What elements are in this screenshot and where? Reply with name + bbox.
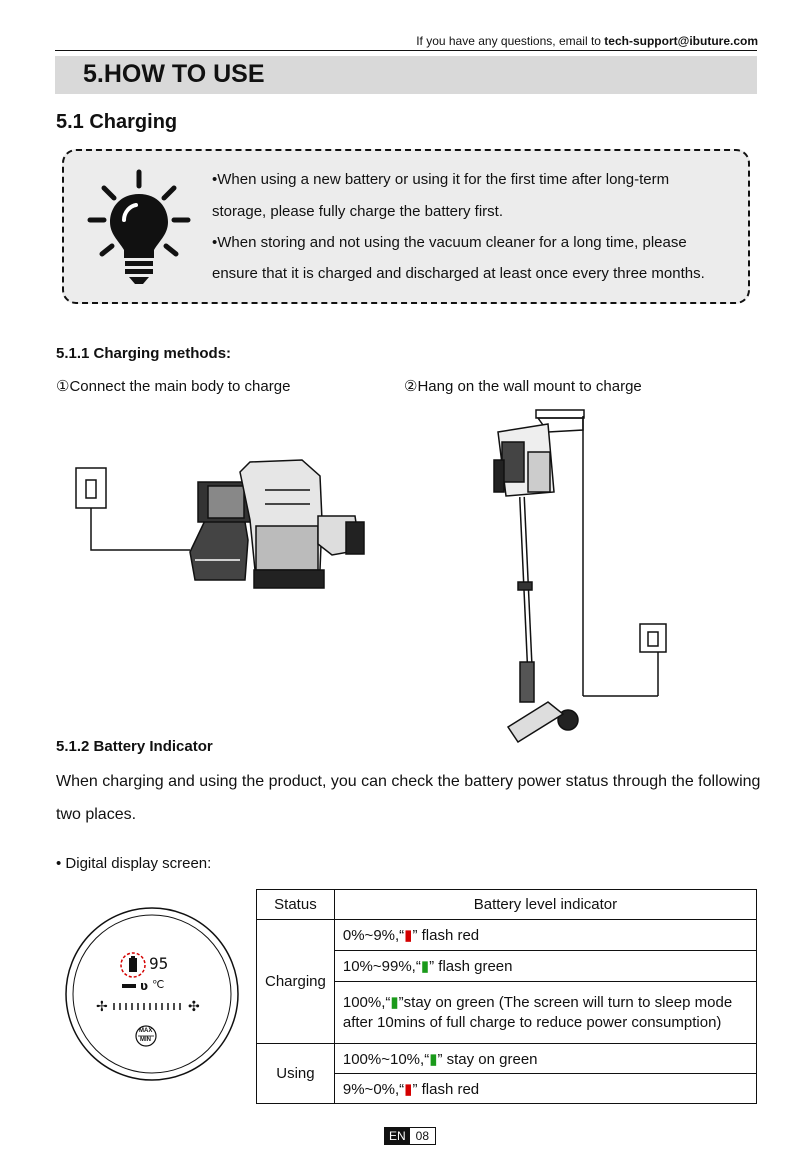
vacuum-body-illustration [70, 440, 380, 600]
subsection-title: 5.1 Charging [56, 111, 178, 133]
display-max-label: MAX [139, 1028, 153, 1034]
svg-text:✢: ✢ [96, 999, 108, 1015]
digital-display [64, 906, 240, 1082]
indicator-cell: 10%~99%,“▮” flash green [334, 951, 756, 982]
svg-text:✣: ✣ [188, 999, 200, 1015]
page-number: 08 [415, 1129, 430, 1143]
table-row [257, 1044, 757, 1074]
vacuum-wall-mount-illustration [488, 402, 678, 747]
charging-methods-title: 5.1.1 Charging methods: [56, 345, 232, 362]
contact-line [416, 34, 758, 48]
indicator-cell: 100%~10%,“▮” stay on green [334, 1044, 756, 1074]
footer-language: EN [385, 1128, 410, 1144]
battery-indicator-title: 5.1.2 Battery Indicator [56, 738, 213, 755]
lightbulb-icon [84, 168, 194, 288]
indicator-cell: 9%~0%,“▮” flash red [334, 1074, 756, 1104]
table-header-row [257, 890, 757, 920]
section-banner [55, 56, 757, 94]
battery-red-flash-icon: ▮ [404, 927, 413, 944]
battery-intro-line-1: When charging and using the product, you can check the battery power status through the following [56, 773, 761, 790]
tip-line-4: ensure that it is charged and discharged at least once every three months. [212, 265, 705, 282]
header-divider [55, 50, 757, 51]
using-status-cell: Using [257, 1044, 335, 1104]
battery-green-flash-icon: ▮ [420, 958, 430, 975]
display-bullet: • Digital display screen: [56, 855, 212, 872]
battery-indicator-table [256, 889, 757, 1104]
battery-intro-line-2: two places. [56, 806, 137, 823]
tip-line-1: •When using a new battery or using it for the first time after long-term [212, 171, 670, 188]
battery-green-icon: ▮ [390, 993, 399, 1011]
charging-status-cell: Charging [257, 920, 335, 1044]
table-row [257, 920, 757, 951]
display-min-label: MIN [140, 1037, 151, 1043]
display-level-readout: 95 [149, 954, 169, 973]
battery-red-flash-icon: ▮ [404, 1080, 413, 1098]
method-1-label: ①Connect the main body to charge [56, 378, 291, 395]
contact-prefix: If you have any questions, email to [416, 34, 605, 48]
display-ring [64, 906, 240, 1082]
section-title: 5.HOW TO USE [83, 60, 265, 88]
method-2-label: ②Hang on the wall mount to charge [404, 378, 642, 395]
indicator-cell: 100%,“▮”stay on green (The screen will turn to sleep mode after 10mins of full charge to reduce power consumption) [334, 982, 756, 1044]
svg-text:ʋ: ʋ [140, 979, 149, 993]
table-header-indicator: Battery level indicator [334, 890, 756, 920]
page-footer [384, 1127, 436, 1145]
contact-email[interactable]: tech-support@ibuture.com [604, 34, 758, 48]
tip-line-2: storage, please fully charge the battery first. [212, 203, 503, 220]
tip-line-3: •When storing and not using the vacuum cleaner for a long time, please [212, 234, 687, 251]
battery-green-icon: ▮ [429, 1050, 438, 1068]
table-header-status: Status [257, 890, 335, 920]
indicator-cell: 0%~9%,“▮” flash red [334, 920, 756, 951]
display-unit: ℃ [152, 979, 165, 991]
